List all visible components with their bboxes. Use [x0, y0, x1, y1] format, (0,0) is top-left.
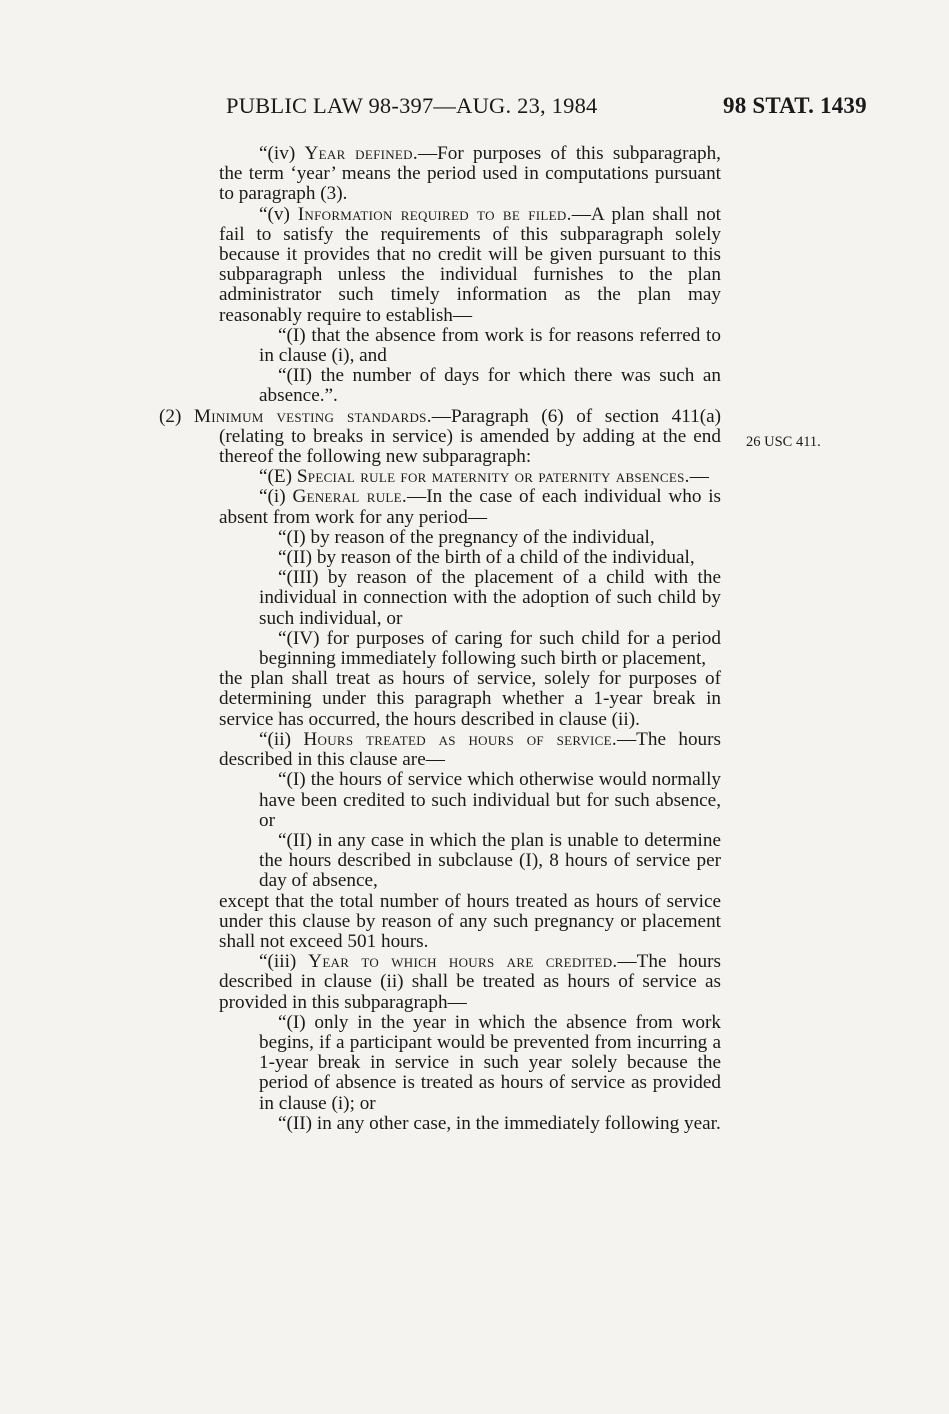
statute-body [159, 143, 722, 1134]
margin-citation: 26 USC 411. [746, 434, 821, 450]
running-header-law: PUBLIC LAW 98-397—AUG. 23, 1984 [226, 93, 598, 118]
subclause-II-number-of-days: “(II) the number of days for which there was such an absence.”. [259, 365, 721, 407]
subclause-I-year-absence-begins: “(I) only in the year in which the absence from work begins, if a participant would be prevented from incurring a 1-year break in service in such year solely because the period of absence is treated as hours of service as provided in clause (i); or [259, 1011, 721, 1114]
subclause-II-birth: “(II) by reason of the birth of a child of the individual, [278, 547, 695, 569]
subclause-IV-caring: “(IV) for purposes of caring for such child for a period beginning immediately following such birth or placement, [259, 627, 721, 670]
subclause-I-hours-credited: “(I) the hours of service which otherwise would normally have been credited to such individual but for such absence, or [259, 769, 721, 831]
clause-ii-hours-treated: “(ii) Hours treated as hours of service.—The hours described in this clause are— [219, 728, 722, 771]
subclause-II-following-year: “(II) in any other case, in the immediately following year. [278, 1112, 721, 1134]
clause-iv-year-defined: “(iv) Year defined.—For purposes of this subparagraph, the term ‘year’ means the period used in computations pursuant to paragraph (3). [219, 143, 721, 205]
clause-v-information-required: “(v) Information required to be filed.—A plan shall not fail to satisfy the requirements of this subparagraph solely because it provides that no credit will be given pursuant to this subparagraph unless the individual furnishes to the plan administrator such timely information as the plan may reasonably require to establish— [219, 203, 721, 326]
paragraph-heading: Minimum vesting standards. [193, 405, 432, 427]
subparagraph-heading: Special rule for maternity or paternity absences. [296, 466, 690, 488]
subparagraph-E-heading: “(E) Special rule for maternity or paternity absences.— [259, 466, 709, 488]
running-header-stat: 98 STAT. 1439 [723, 93, 867, 118]
subclause-I-pregnancy: “(I) by reason of the pregnancy of the individual, [278, 526, 655, 548]
clause-heading: Year to which hours are credited. [308, 951, 618, 973]
subclause-II-eight-hours: “(II) in any case in which the plan is unable to determine the hours described in subclause (I), 8 hours of service per day of absence, [259, 829, 721, 892]
clause-heading: General rule. [292, 486, 408, 508]
subclause-III-placement: “(III) by reason of the placement of a child with the individual in connection with the adoption of such child by such individual, or [259, 567, 721, 629]
clause-heading: Information required to be filed. [297, 203, 572, 225]
flush-text-501-hours: except that the total number of hours treated as hours of service under this clause by reason of any such pregnancy or placement shall not exceed 501 hours. [219, 890, 721, 952]
clause-i-general-rule: “(i) General rule.—In the case of each individual who is absent from work for any period— [219, 486, 722, 528]
clause-iii-year-credited: “(iii) Year to which hours are credited.—The hours described in clause (ii) shall be treated as hours of service as provided in this subparagraph— [219, 951, 721, 1013]
paragraph-2-minimum-vesting: (2) Minimum vesting standards.—Paragraph (6) of section 411(a) (relating to breaks in service) is amended by adding at the end thereof the following new subparagraph: [159, 405, 721, 468]
clause-heading: Hours treated as hours of service. [303, 728, 617, 750]
clause-heading: Year defined. [304, 143, 418, 164]
subclause-I-absence-reasons: “(I) that the absence from work is for reasons referred to in clause (i), and [259, 324, 721, 367]
flush-text-treatment: the plan shall treat as hours of service, solely for purposes of determining under this paragraph whether a 1-year break in service has occurred, the hours described in clause (ii). [219, 668, 721, 730]
